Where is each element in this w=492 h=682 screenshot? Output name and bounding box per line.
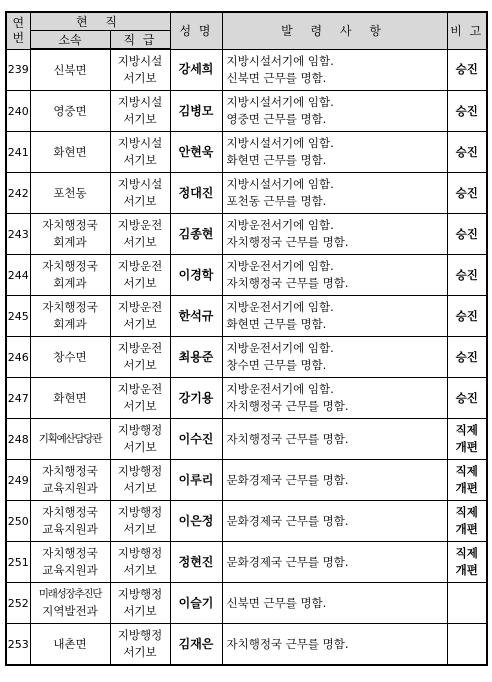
header-note: 비 고 bbox=[447, 12, 487, 49]
row-note bbox=[447, 132, 487, 173]
row-action-line1: 지방시설서기에 임함. bbox=[226, 53, 334, 68]
row-rank bbox=[110, 378, 170, 419]
row-rank-line1: 지방시설 bbox=[117, 136, 163, 150]
row-dept-line2: 회계과 bbox=[53, 276, 87, 290]
row-number: 240 bbox=[6, 91, 30, 132]
row-name: 이수진 bbox=[170, 419, 222, 460]
row-rank-line2: 서기보 bbox=[123, 481, 157, 495]
row-action bbox=[222, 214, 447, 255]
row-note-line1: 직제 bbox=[455, 546, 478, 560]
row-name: 이슬기 bbox=[170, 583, 222, 624]
row-action-line2: 화현면 근무를 명함. bbox=[226, 153, 327, 167]
row-action-line2: 포천동 근무를 명함. bbox=[226, 194, 327, 208]
table-body bbox=[6, 49, 487, 665]
table-row bbox=[6, 91, 487, 132]
row-name: 한석규 bbox=[170, 296, 222, 337]
row-note-line1: 승진 bbox=[455, 390, 478, 405]
row-rank bbox=[110, 173, 170, 214]
row-dept-line1: 창수면 bbox=[53, 349, 87, 364]
row-action-line1: 신북면 근무를 명함. bbox=[226, 595, 327, 610]
row-dept-line2: 교육지원과 bbox=[42, 481, 98, 495]
row-rank-line1: 지방행정 bbox=[117, 423, 163, 437]
row-note-line1: 승진 bbox=[455, 185, 478, 200]
row-number: 247 bbox=[6, 378, 30, 419]
row-number: 242 bbox=[6, 173, 30, 214]
table-row bbox=[6, 49, 487, 91]
row-action bbox=[222, 255, 447, 296]
row-rank-line2: 서기보 bbox=[123, 112, 157, 126]
row-action bbox=[222, 583, 447, 624]
row-dept-line1: 자치행정국 bbox=[42, 546, 98, 560]
row-rank bbox=[110, 255, 170, 296]
row-dept-line1: 미래성장추진단 bbox=[38, 588, 102, 600]
row-note-line1: 승진 bbox=[455, 144, 478, 159]
row-note-line1: 직제 bbox=[455, 505, 478, 519]
row-rank-line1: 지방행정 bbox=[117, 628, 163, 642]
row-note-line1: 승진 bbox=[455, 308, 478, 323]
row-dept-line1: 내촌면 bbox=[53, 636, 87, 651]
row-rank-line1: 지방운전 bbox=[117, 218, 163, 232]
row-action bbox=[222, 419, 447, 460]
row-note bbox=[447, 91, 487, 132]
row-number: 245 bbox=[6, 296, 30, 337]
row-dept-line2: 교육지원과 bbox=[42, 563, 98, 577]
row-dept bbox=[30, 173, 110, 214]
row-dept bbox=[30, 460, 110, 501]
table-row bbox=[6, 583, 487, 624]
row-number: 246 bbox=[6, 337, 30, 378]
row-rank bbox=[110, 542, 170, 583]
header-rank: 직 급 bbox=[110, 31, 170, 50]
row-note bbox=[447, 49, 487, 91]
row-rank-line1: 지방행정 bbox=[117, 464, 163, 478]
row-note bbox=[447, 460, 487, 501]
row-dept bbox=[30, 214, 110, 255]
row-name: 이경학 bbox=[170, 255, 222, 296]
row-rank-line1: 지방운전 bbox=[117, 300, 163, 314]
header-no-line1: 연 bbox=[12, 15, 25, 30]
personnel-appointment-table bbox=[5, 11, 488, 666]
row-dept bbox=[30, 419, 110, 460]
row-rank-line2: 서기보 bbox=[123, 399, 157, 413]
row-dept bbox=[30, 337, 110, 378]
row-action-line1: 지방운전서기에 임함. bbox=[226, 218, 334, 232]
row-rank-line2: 서기보 bbox=[123, 440, 157, 454]
row-note-line1: 승진 bbox=[455, 349, 478, 364]
table-row bbox=[6, 460, 487, 501]
row-rank-line2: 서기보 bbox=[123, 563, 157, 577]
table-row bbox=[6, 132, 487, 173]
row-dept bbox=[30, 542, 110, 583]
row-rank-line2: 서기보 bbox=[123, 358, 157, 372]
row-note bbox=[447, 583, 487, 624]
row-action bbox=[222, 49, 447, 91]
row-note bbox=[447, 337, 487, 378]
row-action-line2: 자치행정국 근무를 명함. bbox=[226, 399, 349, 413]
row-dept bbox=[30, 501, 110, 542]
table-row bbox=[6, 255, 487, 296]
row-dept-line1: 기획예산담당관 bbox=[38, 432, 102, 445]
row-action-line1: 지방운전서기에 임함. bbox=[226, 341, 334, 355]
row-action-line2: 화현면 근무를 명함. bbox=[226, 317, 327, 331]
row-number: 244 bbox=[6, 255, 30, 296]
row-rank bbox=[110, 91, 170, 132]
row-action bbox=[222, 132, 447, 173]
row-dept-line1: 영중면 bbox=[53, 103, 87, 118]
row-dept bbox=[30, 132, 110, 173]
row-rank bbox=[110, 583, 170, 624]
header-current-position: 현 직 bbox=[30, 12, 170, 31]
row-dept-line1: 화현면 bbox=[53, 144, 87, 159]
row-note-line1: 승진 bbox=[455, 267, 478, 282]
row-action-line2: 자치행정국 근무를 명함. bbox=[226, 235, 349, 249]
row-name: 강세희 bbox=[170, 49, 222, 91]
row-name: 김병모 bbox=[170, 91, 222, 132]
table-row bbox=[6, 542, 487, 583]
row-action-line1: 지방시설서기에 임함. bbox=[226, 136, 334, 150]
row-note bbox=[447, 624, 487, 666]
row-action-line1: 지방운전서기에 임함. bbox=[226, 259, 334, 273]
row-action-line2: 영중면 근무를 명함. bbox=[226, 112, 327, 126]
header-action: 발 령 사 항 bbox=[222, 12, 447, 49]
row-number: 250 bbox=[6, 501, 30, 542]
table-row bbox=[6, 214, 487, 255]
row-action-line1: 지방운전서기에 임함. bbox=[226, 382, 334, 396]
table-row bbox=[6, 296, 487, 337]
row-rank-line2: 서기보 bbox=[123, 645, 157, 659]
row-dept bbox=[30, 91, 110, 132]
table-row bbox=[6, 419, 487, 460]
row-rank-line2: 서기보 bbox=[123, 194, 157, 208]
row-note bbox=[447, 542, 487, 583]
row-rank-line1: 지방행정 bbox=[117, 505, 163, 519]
row-note bbox=[447, 378, 487, 419]
row-dept-line2: 회계과 bbox=[53, 317, 87, 331]
row-note bbox=[447, 501, 487, 542]
row-rank-line2: 서기보 bbox=[123, 153, 157, 167]
row-dept-line1: 화현면 bbox=[53, 390, 87, 405]
row-action-line2: 자치행정국 근무를 명함. bbox=[226, 276, 349, 290]
row-note-line1: 직제 bbox=[455, 423, 478, 437]
row-dept-line1: 자치행정국 bbox=[42, 464, 98, 478]
header-no-line2: 번 bbox=[12, 30, 25, 45]
row-rank-line1: 지방행정 bbox=[117, 587, 163, 601]
row-action bbox=[222, 296, 447, 337]
row-note bbox=[447, 255, 487, 296]
row-rank bbox=[110, 624, 170, 666]
row-action-line1: 지방운전서기에 임함. bbox=[226, 300, 334, 314]
personnel-table-wrapper bbox=[5, 11, 488, 666]
row-dept-line2: 교육지원과 bbox=[42, 522, 98, 536]
row-number: 243 bbox=[6, 214, 30, 255]
row-name: 이루리 bbox=[170, 460, 222, 501]
row-action-line1: 문화경제국 근무를 명함. bbox=[226, 513, 349, 528]
table-row bbox=[6, 173, 487, 214]
row-note-line1: 승진 bbox=[455, 62, 478, 77]
row-action bbox=[222, 378, 447, 419]
row-name: 안현욱 bbox=[170, 132, 222, 173]
row-dept-line1: 포천동 bbox=[53, 185, 87, 200]
row-action-line2: 신북면 근무를 명함. bbox=[226, 70, 327, 85]
row-dept bbox=[30, 583, 110, 624]
row-action-line2: 창수면 근무를 명함. bbox=[226, 358, 327, 372]
row-name: 김재은 bbox=[170, 624, 222, 666]
row-dept-line1: 자치행정국 bbox=[42, 259, 98, 273]
row-note-line2: 개편 bbox=[455, 522, 478, 536]
row-dept bbox=[30, 255, 110, 296]
row-note bbox=[447, 296, 487, 337]
row-action-line1: 문화경제국 근무를 명함. bbox=[226, 472, 349, 487]
row-note-line1: 승진 bbox=[455, 226, 478, 241]
row-rank-line2: 서기보 bbox=[123, 235, 157, 249]
row-rank-line2: 서기보 bbox=[123, 317, 157, 331]
row-rank bbox=[110, 296, 170, 337]
row-name: 강기용 bbox=[170, 378, 222, 419]
row-name: 김종현 bbox=[170, 214, 222, 255]
row-action bbox=[222, 542, 447, 583]
row-dept bbox=[30, 624, 110, 666]
table-row bbox=[6, 337, 487, 378]
table-row bbox=[6, 378, 487, 419]
row-dept-line1: 신북면 bbox=[53, 62, 87, 77]
row-action bbox=[222, 91, 447, 132]
row-action bbox=[222, 337, 447, 378]
row-action-line1: 자치행정국 근무를 명함. bbox=[226, 636, 349, 651]
row-rank-line1: 지방시설 bbox=[117, 54, 163, 68]
row-dept-line1: 자치행정국 bbox=[42, 300, 98, 314]
row-number: 251 bbox=[6, 542, 30, 583]
row-dept-line1: 자치행정국 bbox=[42, 218, 98, 232]
row-action bbox=[222, 501, 447, 542]
row-dept bbox=[30, 378, 110, 419]
row-number: 248 bbox=[6, 419, 30, 460]
table-row bbox=[6, 624, 487, 666]
row-number: 252 bbox=[6, 583, 30, 624]
row-action-line1: 문화경제국 근무를 명함. bbox=[226, 554, 349, 569]
row-rank-line2: 서기보 bbox=[123, 71, 157, 85]
table-row bbox=[6, 501, 487, 542]
row-dept bbox=[30, 296, 110, 337]
row-rank-line1: 지방시설 bbox=[117, 177, 163, 191]
row-number: 239 bbox=[6, 49, 30, 91]
row-action-line1: 지방시설서기에 임함. bbox=[226, 177, 334, 191]
row-rank-line1: 지방운전 bbox=[117, 382, 163, 396]
row-rank bbox=[110, 460, 170, 501]
row-rank bbox=[110, 501, 170, 542]
row-action bbox=[222, 624, 447, 666]
row-name: 정대진 bbox=[170, 173, 222, 214]
row-rank bbox=[110, 419, 170, 460]
row-rank bbox=[110, 49, 170, 91]
header-name: 성 명 bbox=[170, 12, 222, 49]
row-note-line2: 개편 bbox=[455, 440, 478, 454]
row-number: 253 bbox=[6, 624, 30, 666]
header-no bbox=[6, 12, 30, 49]
row-name: 정현진 bbox=[170, 542, 222, 583]
row-name: 이은정 bbox=[170, 501, 222, 542]
row-note bbox=[447, 214, 487, 255]
row-action-line1: 지방시설서기에 임함. bbox=[226, 95, 334, 109]
row-rank-line2: 서기보 bbox=[123, 522, 157, 536]
row-number: 241 bbox=[6, 132, 30, 173]
row-note bbox=[447, 419, 487, 460]
row-rank-line1: 지방운전 bbox=[117, 341, 163, 355]
row-action-line1: 자치행정국 근무를 명함. bbox=[226, 431, 349, 446]
row-dept-line2: 지역발전과 bbox=[42, 604, 98, 618]
row-rank bbox=[110, 214, 170, 255]
row-action bbox=[222, 173, 447, 214]
row-dept bbox=[30, 49, 110, 91]
row-dept-line2: 회계과 bbox=[53, 235, 87, 249]
header-dept: 소속 bbox=[30, 31, 110, 50]
row-rank-line1: 지방운전 bbox=[117, 259, 163, 273]
row-number: 249 bbox=[6, 460, 30, 501]
row-dept-line1: 자치행정국 bbox=[42, 505, 98, 519]
row-note bbox=[447, 173, 487, 214]
row-note-line2: 개편 bbox=[455, 563, 478, 577]
row-rank bbox=[110, 337, 170, 378]
row-note-line1: 직제 bbox=[455, 464, 478, 478]
row-rank bbox=[110, 132, 170, 173]
row-rank-line2: 서기보 bbox=[123, 276, 157, 290]
row-rank-line1: 지방시설 bbox=[117, 95, 163, 109]
row-note-line2: 개편 bbox=[455, 481, 478, 495]
row-name: 최용준 bbox=[170, 337, 222, 378]
row-note-line1: 승진 bbox=[455, 103, 478, 118]
row-rank-line1: 지방행정 bbox=[117, 546, 163, 560]
row-action bbox=[222, 460, 447, 501]
row-rank-line2: 서기보 bbox=[123, 604, 157, 618]
